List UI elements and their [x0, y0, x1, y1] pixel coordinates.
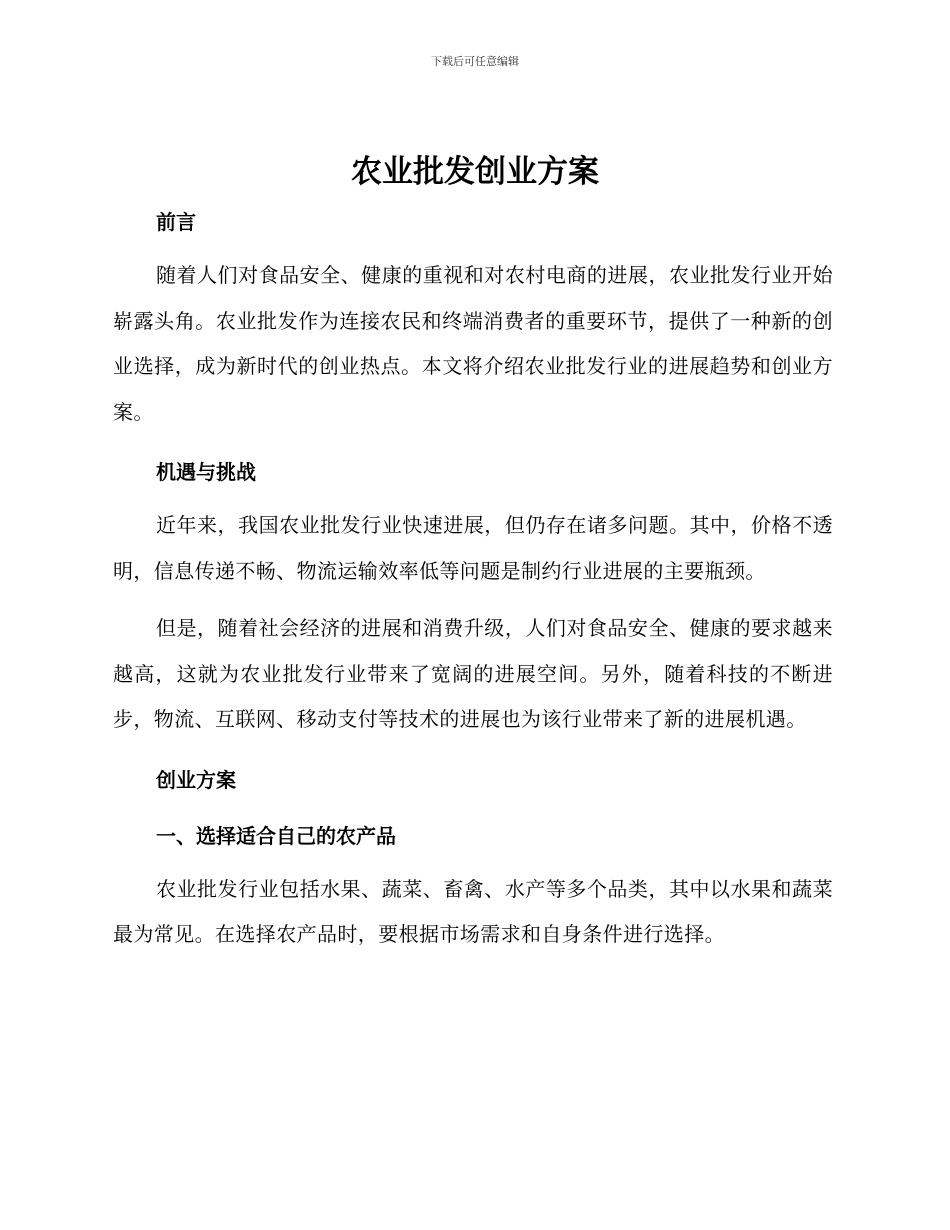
paragraph-opportunity-1: 近年来，我国农业批发行业快速进展，但仍存在诸多问题。其中，价格不透明，信息传递不畅、物流运输效率低等问题是制约行业进展的主要瓶颈。	[113, 513, 833, 583]
subsection-heading-choose-product: 一、选择适合自己的农产品	[156, 823, 396, 848]
section-heading-preface: 前言	[156, 210, 196, 234]
paragraph-opportunity-2: 但是，随着社会经济的进展和消费升级，人们对食品安全、健康的要求越来越高，这就为农业批发行业带来了宽阔的进展空间。另外，随着科技的不断进步，物流、互联网、移动支付等技术的进展也为该行业带来了新的进展机遇。	[113, 616, 833, 731]
paragraph-preface: 随着人们对食品安全、健康的重视和对农村电商的进展，农业批发行业开始崭露头角。农业批发作为连接农民和终端消费者的重要环节，提供了一种新的创业选择，成为新时代的创业热点。本文将介绍农业批发行业的进展趋势和创业方案。	[113, 263, 833, 424]
running-header: 下载后可任意编辑	[431, 55, 519, 68]
document-title: 农业批发创业方案	[351, 154, 599, 190]
section-heading-opportunity: 机遇与挑战	[156, 460, 256, 484]
paragraph-choose-product: 农业批发行业包括水果、蔬菜、畜禽、水产等多个品类，其中以水果和蔬菜最为常见。在选择农产品时，要根据市场需求和自身条件进行选择。	[113, 876, 833, 946]
document-body	[113, 203, 833, 958]
section-heading-plan: 创业方案	[156, 767, 236, 792]
